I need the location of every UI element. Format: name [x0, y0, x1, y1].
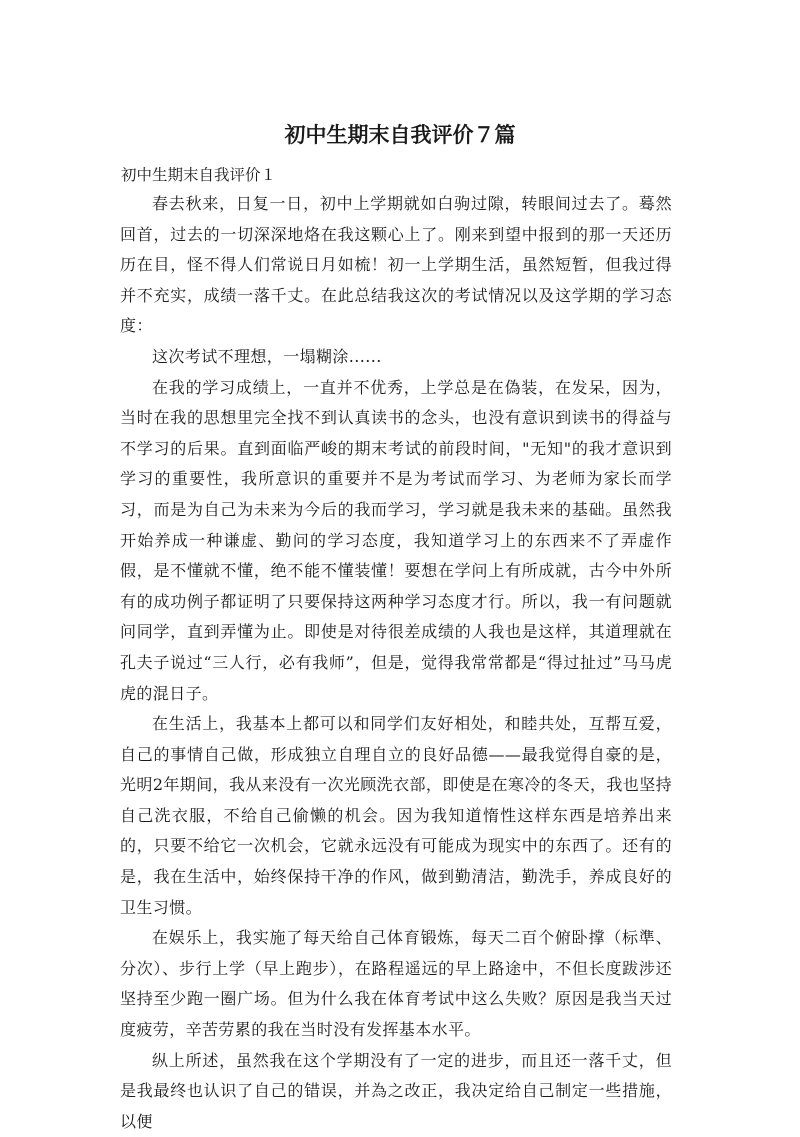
paragraph-intro: 春去秋来，日复一日，初中上学期就如白驹过隙，转眼间过去了。蓦然回首，过去的一切深深地烙在我这颗心上了。刚来到望中报到的那一天还历历在目，怪不得人们常说日月如梳！初一上学期生活，虽然短暂，但我过得并不充实，成绩一落千丈。在此总结我这次的考试情况以及这学期的学习态度：	[120, 194, 672, 336]
section-heading: 初中生期末自我评价１	[121, 166, 277, 184]
document-body	[120, 189, 672, 1137]
document-title: 初中生期末自我评价７篇	[284, 123, 516, 147]
paragraph-study: 在我的学习成绩上，一直并不优秀，上学总是在偽装，在发呆，因为，当时在我的思想里完全找不到认真读书的念头，也没有意识到读书的得益与不学习的后果。直到面临严峻的期末考试的前段时间，"无知"的我才意识到学习的重要性，我所意识的重要并不是为考试而学习、为老师为家长而学习，而是为自己为未来为今后的我而学习，学习就是我未来的基础。虽然我开始养成一种谦虚、勤问的学习态度，我知道学习上的东西来不了弄虚作假，是不懂就不懂，绝不能不懂装懂！要想在学问上有所成就，古今中外所有的成功例子都证明了只要保持这两种学习态度才行。所以，我一有问题就问同学，直到弄懂为止。即使是对待很差成绩的人我也是这样，其道理就在孔夫子说过“三人行，必有我师”，但是，觉得我常常都是“得过扯过”马马虎虎的混日子。	[120, 377, 672, 703]
paragraph-life: 在生活上，我基本上都可以和同学们友好相处，和睦共处，互帮互爱，自己的事情自己做，形成独立自理自立的良好品德——最我觉得自豪的是，光明2年期间，我从来没有一次光顾洗衣部，即使是在寒冷的冬天，我也坚持自己洗衣服，不给自己偷懒的机会。因为我知道惰性这样东西是培养出来的，只要不给它一次机会，它就永远没有可能成为现实中的东西了。还有的是，我在生活中，始终保持干净的作风，做到勤清洁，勤洗手，养成良好的卫生习惯。	[120, 714, 672, 917]
paragraph-summary: 纵上所述，虽然我在这个学期没有了一定的进步，而且还一落千丈，但是我最终也认识了自己的错误，并為之改正，我决定给自己制定一些措施，以便	[120, 1050, 672, 1131]
paragraph-exam-result: 这次考试不理想，一塌糊涂......	[152, 346, 382, 366]
paragraph-recreation: 在娱乐上，我实施了每天给自己体育锻炼，每天二百个俯卧撑（标準、分次）、步行上学（早上跑步），在路程遥远的早上路途中，不但长度跋涉还坚持至少跑一圈广场。但为什么我在体育考试中这么失败？原因是我当天过度疲劳，辛苦劳累的我在当时没有发挥基本水平。	[120, 928, 672, 1040]
